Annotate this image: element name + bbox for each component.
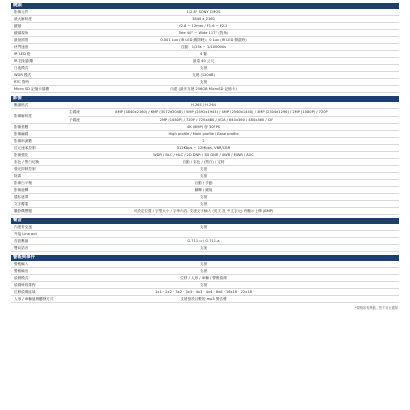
spec-value: Tele 40° ~ Wide 117° (對角) [178, 31, 229, 35]
section-title: 聲音 [11, 218, 399, 224]
audio-rows [11, 224, 399, 252]
footnote: *規格如有異動，恕不另行通知 [354, 306, 398, 310]
spec-row [11, 245, 399, 252]
spec-row [11, 58, 399, 65]
spec-label: 警報輸入 [14, 261, 29, 266]
spec-value: H.265 / H.264 [191, 103, 216, 107]
spec-label: 位移偵測區域 [14, 289, 36, 294]
spec-label: 偵測模式 [14, 275, 29, 280]
spec-value: 支援 [199, 166, 208, 171]
resolution-group [11, 109, 399, 124]
section-title: 影像 [11, 96, 399, 102]
video-rows [11, 124, 399, 215]
spec-row [11, 51, 399, 58]
section-alarm [11, 255, 399, 303]
spec-row [11, 131, 399, 138]
spec-value: 最遠 40 公尺 [192, 59, 215, 63]
spec-label: 影像元件 [14, 10, 29, 14]
spec-row [11, 268, 399, 275]
spec-label: 壓縮格式 [14, 103, 29, 107]
spec-label: IR LED 燈 [14, 52, 31, 56]
spec-label: 影像張數 [14, 124, 29, 129]
spec-value: 自動：1/25s ~ 1/100000s [180, 45, 227, 49]
spec-label: 外接 Line out [14, 231, 37, 236]
spec-row [11, 296, 399, 303]
spec-label: WDR 模式 [14, 73, 32, 77]
spec-label: 位元速率控制 [14, 145, 36, 150]
spec-label: 攝影機標題 [14, 208, 32, 213]
spec-value: 4K (8MP) @ 30FPS [186, 124, 221, 129]
spec-value: 0.001 Lux (IR LED 關閉時)；0 Lux (IR LED 開啟時) [160, 38, 247, 42]
section-title: 警報與事件 [11, 255, 399, 261]
spec-value: WDR / BLC / HLC / 2D DNR / 3D DNR / AWB / MWB / AGC [153, 152, 254, 157]
spec-row [11, 289, 399, 296]
spec-value: 支援 [199, 268, 208, 273]
spec-label: 鏡頭 [14, 24, 22, 28]
spec-row [11, 282, 399, 289]
spec-sublabel: 子碼流 [69, 117, 80, 122]
spec-label: 警報輸出 [14, 268, 29, 273]
spec-row [11, 16, 399, 23]
spec-label: 快門速度 [14, 45, 29, 49]
spec-label: 影像解析度 [14, 113, 32, 118]
spec-value [68, 231, 399, 237]
lens-rows [11, 9, 399, 93]
spec-value: 1x1 · 2x2 · 3x2 · 3x3 · 4x3 · 4x4 · 8x8 · 16x16 · 22x18 [155, 289, 252, 294]
spec-row [11, 261, 399, 268]
spec-label: 文字覆蓋 [14, 201, 29, 206]
spec-row [11, 187, 399, 194]
spec-value: 4 顆 [199, 52, 208, 56]
spec-value: 支援 [199, 245, 208, 250]
spec-label: 音訊壓縮 [14, 238, 29, 243]
section-title: 鏡頭 [11, 3, 399, 9]
spec-label: 除霧 [14, 173, 22, 178]
spec-label: 內建麥克風 [14, 224, 32, 229]
spec-value: 內建 (最多支援 256GB MicroSD 記憶卡) [170, 87, 237, 91]
spec-label: Micro SD 記憶卡插槽 [14, 87, 49, 91]
spec-row [11, 145, 399, 152]
spec-row [11, 238, 399, 245]
section-lens [11, 3, 399, 93]
spec-subrow [68, 117, 399, 123]
spec-row [11, 124, 399, 131]
spec-row [11, 30, 399, 37]
spec-value: 支援 (120dB) [192, 73, 215, 77]
spec-label: 雙向語音 [14, 245, 29, 250]
spec-value: 支援 [199, 173, 208, 178]
spec-label: 隱私遮罩 [14, 194, 29, 199]
spec-value: 8MP (3840x2160) / 6MP (3072x2048) / 5MP (2592x1944) / 4MP (2560x1440) / 3MP (2304x1296) / 2MP (1080P) / 720P [115, 110, 328, 114]
spec-row [11, 224, 399, 231]
spec-label: RTC 對時 [14, 80, 30, 84]
spec-label: 最大解析度 [14, 17, 32, 21]
spec-label: 最低照度 [14, 38, 29, 42]
spec-row [11, 194, 399, 201]
spec-label: 影像編碼 [14, 131, 29, 136]
spec-row [11, 72, 399, 79]
spec-row [11, 208, 399, 215]
spec-value: 自動 / 手動 [194, 180, 213, 185]
spec-label: 偵測時段排程 [14, 282, 36, 287]
spec-value: 支援 [199, 282, 208, 287]
section-video [11, 96, 399, 215]
spec-value: f2.8 ~ 12mm / F1.6 ~ F2.2 [179, 24, 228, 28]
spec-value: 2 [202, 138, 205, 143]
spec-row [11, 86, 399, 93]
spec-row [11, 23, 399, 30]
spec-row [11, 166, 399, 173]
section-audio [11, 218, 399, 252]
spec-value: 支援 [199, 224, 208, 229]
spec-row [11, 201, 399, 208]
spec-value: 支援 [199, 201, 208, 206]
spec-label: 人形 / 車輛偵測觸發方式 [14, 296, 54, 301]
spec-label: 彩色 / 黑白切換 [14, 159, 40, 164]
spec-label: 影像強化 [14, 152, 29, 157]
spec-value: 位移 / 人形 / 車輛 / 警報偵測 [180, 275, 227, 280]
spec-value: 支援 [199, 261, 208, 266]
spec-row [11, 138, 399, 145]
spec-value: 自動 / 彩色 / (黑白) / 定時 [182, 159, 225, 164]
spec-value: 可設定位置 / 字型大小 / 字串內容, 支援文字輸入 (英文 及 中文字元) 有顯示上傳 (BMP) [133, 208, 274, 213]
spec-sublabel: 主碼流 [69, 110, 80, 114]
spec-row [11, 275, 399, 282]
spec-label: 影像旋轉 [14, 187, 29, 192]
spec-value: 2MP (1080P) / 720P / 720x480 / VGA / 640x360 / 480x360 / CIF [159, 117, 274, 122]
spec-label: IR 投射距離 [14, 59, 34, 63]
spec-row [11, 231, 399, 238]
spec-value: 512Kbps ~ 12Mbps, VBR/CBR [176, 145, 231, 150]
spec-row [11, 102, 399, 109]
spec-label: 日夜模式 [14, 66, 29, 70]
spec-value: 支援預設目數的 mp3 警告聲 [180, 296, 227, 301]
spec-label: 影像串流數 [14, 138, 32, 143]
spec-row [11, 37, 399, 44]
spec-subrow [68, 109, 399, 117]
spec-row [11, 159, 399, 166]
spec-row [11, 65, 399, 72]
alarm-rows [11, 261, 399, 303]
spec-row [11, 79, 399, 86]
spec-label: 鏡頭視角 [14, 31, 29, 35]
spec-value: 支援 [199, 66, 208, 70]
spec-row [11, 173, 399, 180]
spec-row [11, 9, 399, 16]
spec-label: 影像白平衡 [14, 180, 32, 185]
spec-value: 3840 x 2160 [192, 17, 215, 21]
spec-value: 1/2.8" SONY CMOS [186, 10, 221, 14]
spec-label: 強光抑制控制 [14, 166, 36, 171]
spec-row [11, 180, 399, 187]
spec-value: 支援 [199, 80, 208, 84]
spec-value: 翻轉 / 鏡射 [194, 187, 213, 192]
spec-value: 支援 [199, 194, 208, 199]
spec-row [11, 44, 399, 51]
spec-value: G.711-u / G.711-a [187, 238, 220, 243]
spec-value: High profile / Main profile / Base profile [168, 131, 239, 136]
spec-row [11, 152, 399, 159]
